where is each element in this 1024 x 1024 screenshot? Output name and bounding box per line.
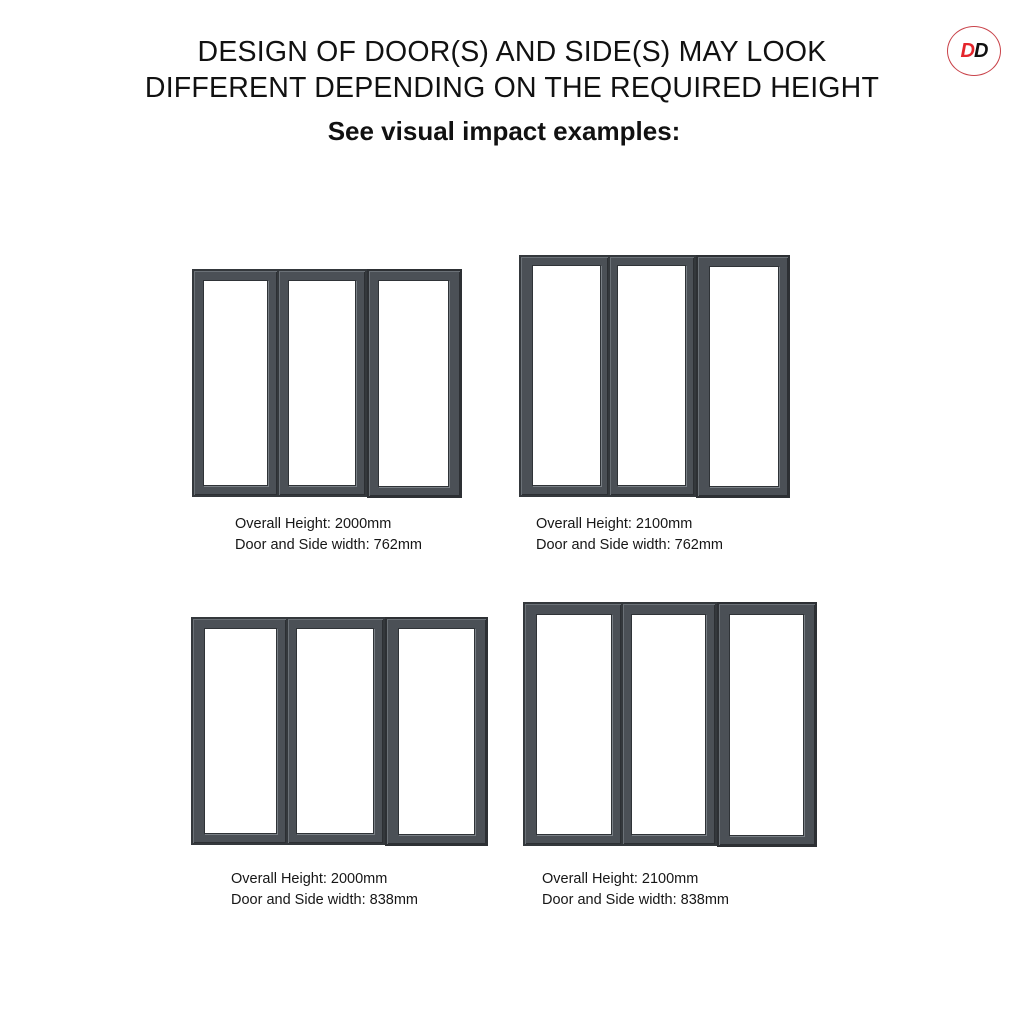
heading-subtitle: See visual impact examples:	[327, 116, 681, 146]
glass-pane	[537, 615, 611, 834]
door-panel	[523, 602, 623, 846]
door-side-width-label: Door and Side width: 838mm	[542, 892, 729, 908]
overall-height-label: Overall Height: 2100mm	[542, 871, 699, 887]
logo-letter-red: D	[960, 39, 974, 62]
side-panel	[385, 617, 488, 846]
glass-pane	[289, 281, 355, 485]
doorset-example-3	[191, 617, 488, 845]
caption-example-1	[235, 514, 422, 556]
doorset-example-1	[192, 269, 462, 497]
glass-pane	[297, 629, 373, 833]
door-panel	[192, 269, 279, 497]
heading-line-1: DESIGN OF DOOR(S) AND SIDE(S) MAY LOOK	[197, 36, 827, 68]
caption-example-4	[542, 869, 729, 911]
door-side-width-label: Door and Side width: 762mm	[536, 537, 723, 553]
door-side-width-label: Door and Side width: 762mm	[235, 537, 422, 553]
side-panel	[367, 269, 462, 498]
doorset-example-2	[519, 255, 790, 497]
glass-pane	[379, 281, 448, 486]
overall-height-label: Overall Height: 2000mm	[231, 871, 388, 887]
glass-pane	[205, 629, 276, 833]
doorset-example-4	[523, 602, 817, 846]
door-panel	[608, 255, 696, 497]
glass-pane	[730, 615, 803, 835]
door-panel	[621, 602, 717, 846]
dd-logo-icon	[947, 26, 1001, 76]
logo-letter-black: D	[974, 39, 988, 62]
heading-line-2: DIFFERENT DEPENDING ON THE REQUIRED HEIGHT	[144, 72, 880, 104]
overall-height-label: Overall Height: 2000mm	[235, 516, 392, 532]
glass-pane	[533, 266, 600, 485]
glass-pane	[204, 281, 267, 485]
caption-example-3	[231, 869, 418, 911]
door-side-width-label: Door and Side width: 838mm	[231, 892, 418, 908]
door-panel	[277, 269, 367, 497]
door-panel	[286, 617, 385, 845]
glass-pane	[399, 629, 474, 834]
glass-pane	[632, 615, 705, 834]
door-panel	[519, 255, 610, 497]
glass-pane	[618, 266, 685, 485]
caption-example-2	[536, 514, 723, 556]
side-panel	[696, 255, 790, 498]
door-panel	[191, 617, 288, 845]
glass-pane	[710, 267, 778, 486]
side-panel	[717, 602, 817, 847]
overall-height-label: Overall Height: 2100mm	[536, 516, 693, 532]
